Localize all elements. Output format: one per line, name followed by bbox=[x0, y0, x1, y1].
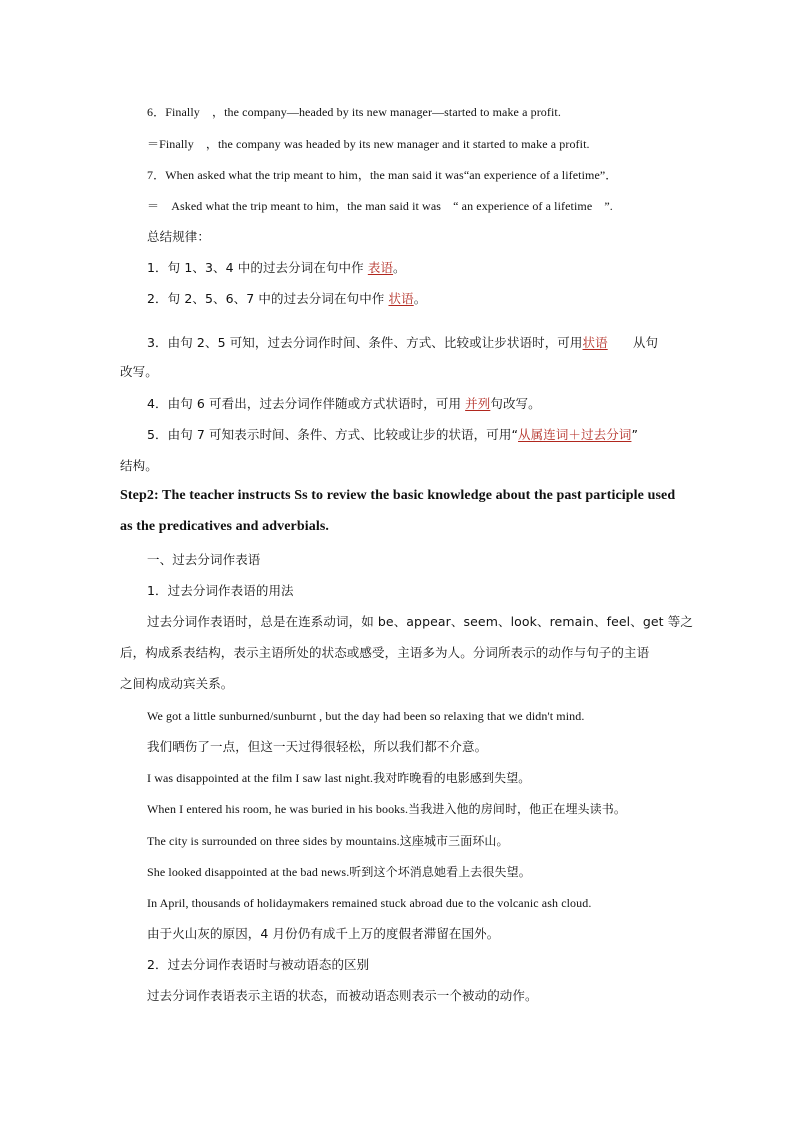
rule-5-text: 5．由句 7 可知表示时间、条件、方式、比较或让步的状语，可用“ bbox=[147, 427, 519, 442]
rule-5-end: ” bbox=[631, 427, 639, 442]
example-1-translation: 我们晒伤了一点，但这一天过得很轻松，所以我们都不介意。 bbox=[147, 739, 488, 754]
rule-1-end: 。 bbox=[393, 260, 406, 275]
rule-3-continued: 改写。 bbox=[120, 364, 158, 379]
rule-1 bbox=[147, 260, 406, 276]
example-6: In April, thousands of holidaymakers remained stuck abroad due to the volcanic ash cloud. bbox=[147, 896, 592, 910]
rule-4 bbox=[147, 396, 541, 412]
rule-2-answer: 状语 bbox=[388, 291, 414, 306]
summary-title: 总结规律： bbox=[147, 229, 211, 244]
rule-2 bbox=[147, 291, 426, 307]
example-1: We got a little sunburned/sunburnt , but the day had been so relaxing that we didn't mind. bbox=[147, 709, 585, 723]
section-1-title: 一、过去分词作表语 bbox=[147, 552, 261, 567]
example-5: She looked disappointed at the bad news.听到这个坏消息她看上去很失望。 bbox=[147, 865, 531, 879]
rule-3-end: 从句 bbox=[607, 335, 659, 350]
rule-2-end: 。 bbox=[413, 291, 427, 306]
example-3: When I entered his room, he was buried in his books.当我进入他的房间时，他正在埋头读书。 bbox=[147, 802, 626, 816]
sentence-7-rewrite: ＝ Asked what the trip meant to him，the man said it was “ an experience of a lifetime ”. bbox=[147, 199, 613, 213]
rule-4-answer: 并列 bbox=[465, 396, 491, 411]
step2-heading-line1: Step2: The teacher instructs Ss to review the basic knowledge about the past participle used bbox=[120, 488, 676, 503]
rule-5 bbox=[147, 427, 638, 443]
rule-1-text: 1．句 1、3、4 中的过去分词在句中作 bbox=[147, 260, 368, 275]
rule-5-answer: 从属连词＋过去分词 bbox=[518, 427, 632, 442]
paragraph-1-line1: 过去分词作表语时，总是在连系动词，如 be、appear、seem、look、remain、feel、get 等之 bbox=[147, 614, 693, 629]
sentence-6: 6．Finally ，the company—headed by its new manager—started to make a profit. bbox=[147, 105, 561, 119]
rule-5-continued: 结构。 bbox=[120, 458, 158, 473]
subsection-2-title: 2．过去分词作表语时与被动语态的区别 bbox=[147, 957, 370, 972]
sentence-6-rewrite: ＝Finally ，the company was headed by its new manager and it started to make a profit. bbox=[147, 137, 590, 151]
paragraph-2: 过去分词作表语表示主语的状态，而被动语态则表示一个被动的动作。 bbox=[147, 988, 538, 1003]
rule-4-text: 4．由句 6 可看出，过去分词作伴随或方式状语时，可用 bbox=[147, 396, 466, 411]
example-2: I was disappointed at the film I saw last night.我对昨晚看的电影感到失望。 bbox=[147, 771, 531, 785]
rule-1-answer: 表语 bbox=[367, 260, 394, 275]
rule-2-text: 2．句 2、5、6、7 中的过去分词在句中作 bbox=[147, 291, 389, 306]
example-4: The city is surrounded on three sides by mountains.这座城市三面环山。 bbox=[147, 834, 509, 848]
subsection-1-title: 1．过去分词作表语的用法 bbox=[147, 583, 294, 598]
paragraph-1-line2: 后，构成系表结构，表示主语所处的状态或感受，主语多为人。分词所表示的动作与句子的主语 bbox=[120, 645, 650, 660]
example-6-translation: 由于火山灰的原因，4 月份仍有成千上万的度假者滞留在国外。 bbox=[147, 926, 500, 941]
rule-3 bbox=[147, 335, 658, 351]
rule-3-answer: 状语 bbox=[582, 335, 608, 350]
rule-3-text: 3．由句 2、5 可知，过去分词作时间、条件、方式、比较或让步状语时，可用 bbox=[147, 335, 583, 350]
step2-heading-line2: as the predicatives and adverbials. bbox=[120, 519, 329, 534]
sentence-7: 7．When asked what the trip meant to him，the man said it was“an experience of a lifetime”． bbox=[147, 168, 618, 182]
rule-4-end: 句改写。 bbox=[490, 396, 541, 411]
paragraph-1-line3: 之间构成动宾关系。 bbox=[120, 676, 234, 691]
